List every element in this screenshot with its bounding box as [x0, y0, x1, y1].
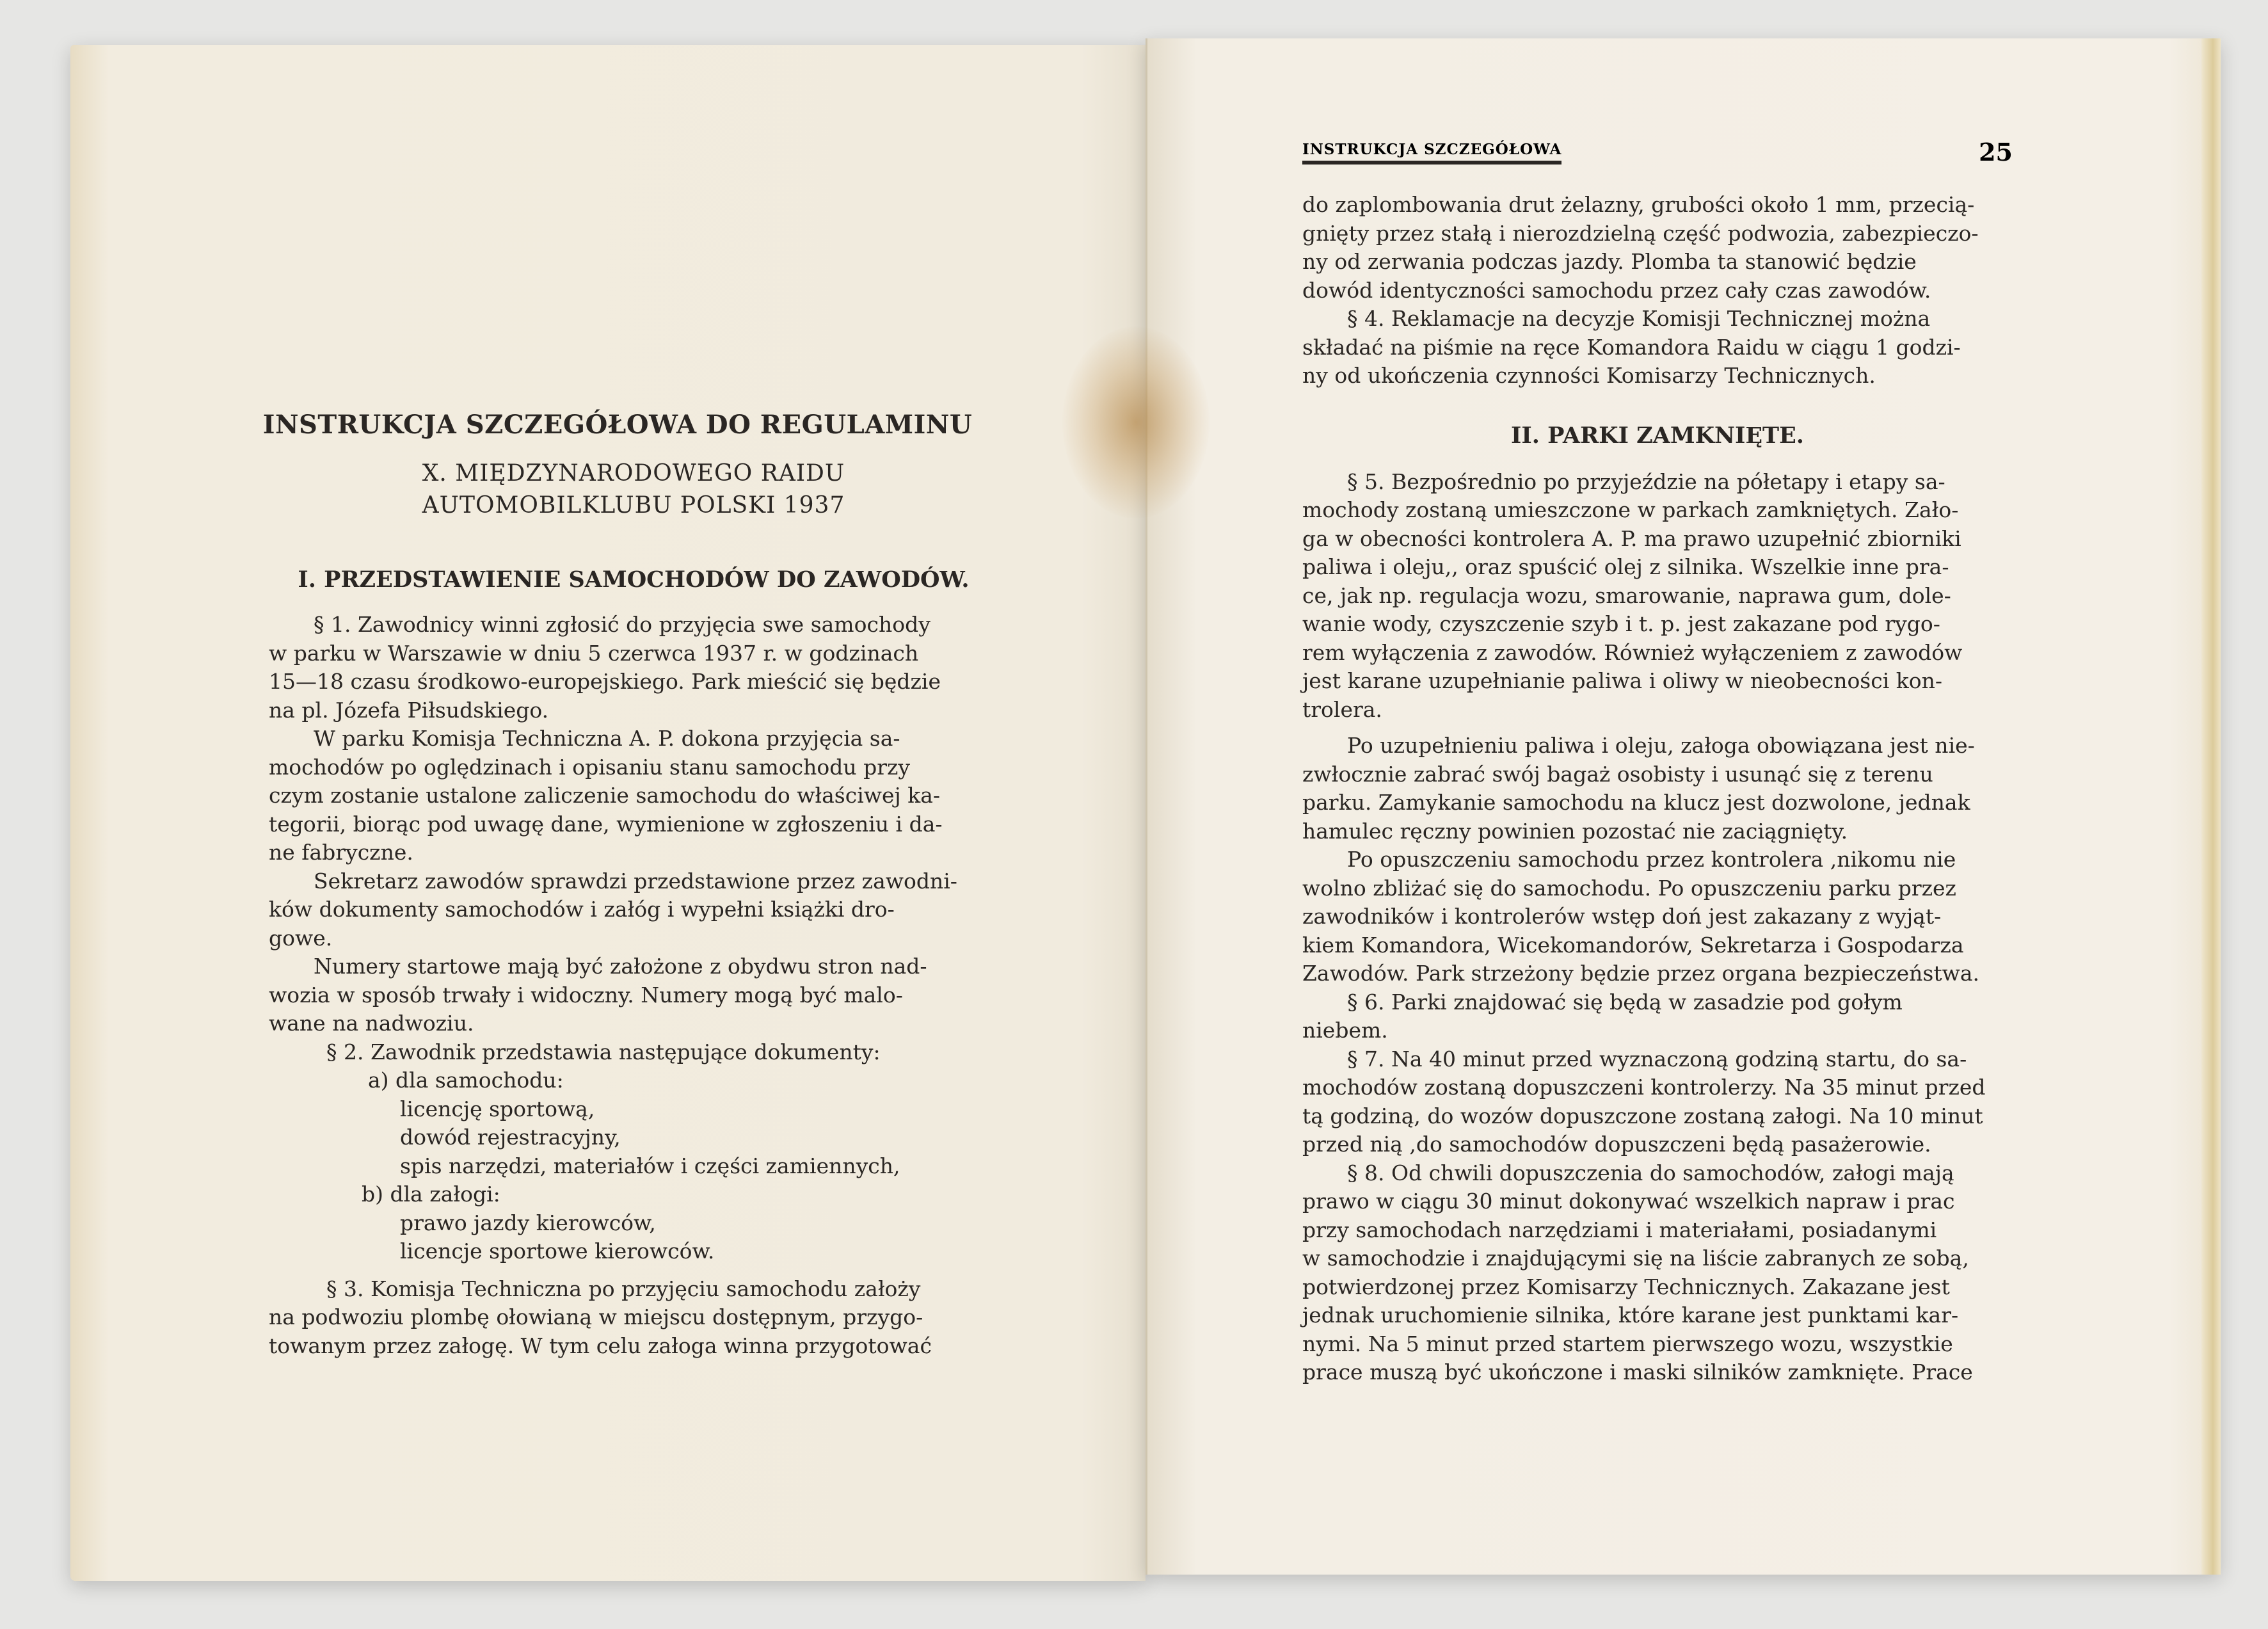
- document-title: INSTRUKCJA SZCZEGÓŁOWA DO REGULAMINU: [262, 410, 973, 440]
- right-paragraph-3: § 5. Bezpośrednio po przyjeździe na półetapy i etapy sa- mochody zostaną umieszczone w parkach zamkniętych. Zało- ga w obecności kontrolera A. P. ma prawo uzupełnić zbiorniki paliwa i oleju,, oraz spuścić olej z silnika. Wszelkie inne pra- ce, jak np. regulacja wozu, smarowanie, naprawa gum, dole- wanie wody, czyszczenie szyb i t. p. jest zakazane pod rygo- rem wyłączenia z zawodów. Również wyłączeniem z zawodów jest karane uzupełnianie paliwa i oliwy w nieobecności kon- trolera.: [1302, 469, 1963, 722]
- right-paragraph-1: do zaplombowania drut żelazny, grubości około 1 mm, przecią- gnięty przez stałą i nierozdzielną część podwozia, zabezpieczo- ny od zerwania podczas jazdy. Plomba ta stanowić będzie dowód identyczności samochodu przez cały czas zawodów.: [1302, 192, 1979, 303]
- spine: [1146, 38, 1147, 1575]
- section-heading-2: II. PARKI ZAMKNIĘTE.: [1511, 422, 1804, 449]
- right-paragraph-5: Po opuszczeniu samochodu przez kontrolera ,nikomu nie wolno zbliżać się do samochodu. Po opuszczeniu parku przez zawodników i kontrolerów wstęp doń jest zakazany z wyjąt- kiem Komandora, Wicekomandorów, Sekretarza i Gospodarza Zawodów. Park strzeżony będzie przez organa bezpieczeństwa.: [1302, 847, 1979, 986]
- paragraph-5: § 2. Zawodnik przedstawia następujące dokumenty:: [326, 1039, 881, 1064]
- water-stain: [1062, 326, 1210, 518]
- running-head-title: INSTRUKCJA SZCZEGÓŁOWA: [1302, 141, 1561, 165]
- subtitle-line-1: X. MIĘDZYNARODOWEGO RAIDU: [422, 460, 845, 486]
- paragraph-2: W parku Komisja Techniczna A. P. dokona przyjęcia sa- mochodów po oględzinach i opisaniu stanu samochodu przy czym zostanie ustalone zaliczenie samochodu do właściwej ka- tegorii, biorąc pod uwagę dane, wymienione w zgłoszeniu i da- ne fabryczne.: [269, 726, 943, 865]
- paragraph-4: Numery startowe mają być założone z obydwu stron nad- wozia w sposób trwały i widoczny. Numery mogą być malo- wane na nadwoziu.: [269, 954, 927, 1036]
- right-page-text: [1302, 191, 2013, 1387]
- paragraph-1: § 1. Zawodnicy winni zgłosić do przyjęcia swe samochody w parku w Warszawie w dniu 5 czerwca 1937 r. w godzinach 15—18 czasu środkowo-europejskiego. Park mieścić się będzie na pl. Józefa Piłsudskiego.: [269, 612, 941, 723]
- list-b-heading: b) dla załogi:: [362, 1182, 500, 1207]
- right-paragraph-4: Po uzupełnieniu paliwa i oleju, załoga obowiązana jest nie- zwłocznie zabrać swój bagaż osobisty i usunąć się z terenu parku. Zamykanie samochodu na klucz jest dozwolone, jednak hamulec ręczny powinien pozostać nie zaciągnięty.: [1302, 733, 1975, 844]
- list-a-items: licencję sportową, dowód rejestracyjny, spis narzędzi, materiałów i części zamiennych,: [400, 1096, 900, 1178]
- left-page-text: [262, 410, 998, 1360]
- paragraph-3: Sekretarz zawodów sprawdzi przedstawione przez zawodni- ków dokumenty samochodów i załóg i wypełni książki dro- gowe.: [269, 868, 957, 951]
- page-edges: [2201, 38, 2221, 1575]
- running-header: [1302, 138, 2013, 170]
- page-number: 25: [1979, 138, 2013, 166]
- right-paragraph-6: § 6. Parki znajdować się będą w zasadzie pod gołym niebem.: [1302, 989, 1903, 1043]
- right-paragraph-7: § 7. Na 40 minut przed wyznaczoną godziną startu, do sa- mochodów zostaną dopuszczeni kontrolerzy. Na 35 minut przed tą godziną, do wozów dopuszczone zostaną załogi. Na 10 minut przed nią ,do samochodów dopuszczeni będą pasażerowie.: [1302, 1046, 1986, 1157]
- right-paragraph-8: § 8. Od chwili dopuszczenia do samochodów, załogi mają prawo w ciągu 30 minut dokonywać wszelkich napraw i prac przy samochodach narzędziami i materiałami, posiadanymi w samochodzie i znajdującymi się na liście zabranych ze sobą, potwierdzonej przez Komisarzy Technicznych. Zakazane jest jednak uruchomienie silnika, które karane jest punktami kar- nymi. Na 5 minut przed startem pierwszego wozu, wszystkie prace muszą być ukończone i maski silników zamknięte. Prace: [1302, 1160, 1973, 1384]
- paragraph-6: § 3. Komisja Techniczna po przyjęciu samochodu założy na podwoziu plombę ołowianą w miejscu dostępnym, przygo- towanym przez załogę. W tym celu załoga winna przygotować: [269, 1276, 932, 1358]
- subtitle-line-2: AUTOMOBILKLUBU POLSKI 1937: [422, 492, 845, 518]
- section-heading-1: I. PRZEDSTAWIENIE SAMOCHODÓW DO ZAWODÓW.: [298, 566, 970, 593]
- list-b-items: prawo jazdy kierowców, licencje sportowe kierowców.: [400, 1210, 715, 1264]
- list-a-heading: a) dla samochodu:: [368, 1068, 564, 1093]
- right-paragraph-2: § 4. Reklamacje na decyzje Komisji Technicznej można składać na piśmie na ręce Komandora Raidu w ciągu 1 godzi- ny od ukończenia czynności Komisarzy Technicznych.: [1302, 306, 1961, 388]
